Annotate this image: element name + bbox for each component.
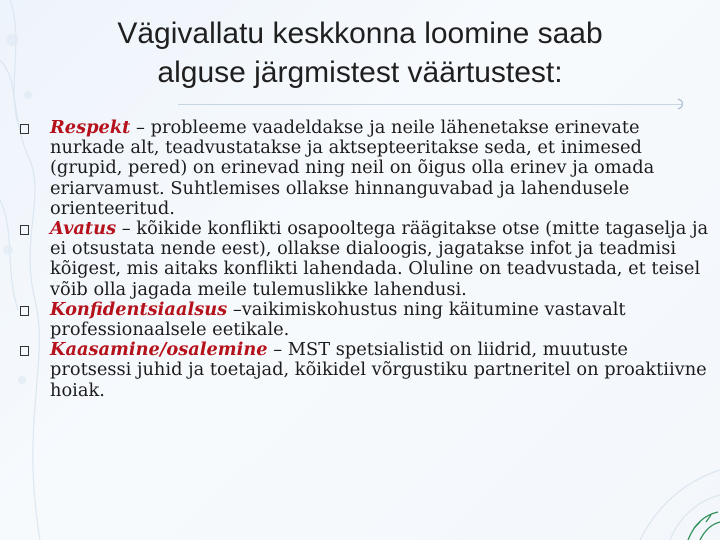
bullet-square-icon — [20, 124, 29, 134]
item-text: –vaikimiskohustus ning käitumine vastavalt professionaalsele eetikale. — [50, 298, 626, 341]
list-item-kaasamine — [18, 340, 712, 401]
bullet-square-icon — [20, 225, 29, 235]
item-text: – kõikide konflikti osapooltega räägitakse otse (mitte tagaselja ja ei otsustata nende eest), ollakse dialoogis, jagatakse infot ja teadmisi kõigest, mis aitaks konflikti lahendada. Oluline on teadvustada, et teisel võib olla jagada meile tulemuslikke lahendusi. — [50, 218, 709, 300]
item-term: Kaasamine/osalemine — [50, 339, 268, 361]
item-term: Konfidentsiaalsus — [50, 298, 228, 320]
bullet-square-icon — [20, 306, 29, 316]
title-divider — [178, 104, 682, 105]
title-line-2: alguse järgmistest väärtustest: — [157, 56, 563, 89]
title-line-1: Vägivallatu keskkonna loomine saab — [117, 17, 603, 50]
item-term: Avatus — [50, 218, 117, 240]
item-term: Respekt — [50, 117, 131, 138]
list-item-respekt — [18, 118, 712, 219]
divider-end-icon — [676, 98, 686, 110]
item-text: – MST spetsialistid on liidrid, muutuste protsessi juhid ja toetajad, kõikidel võrgustiku partneritel on proaktiivne hoiak. — [50, 339, 707, 401]
slide-title — [30, 14, 690, 92]
list-item-avatus — [18, 219, 712, 300]
bullet-square-icon — [20, 346, 29, 356]
item-text: – probleeme vaadeldakse ja neile lähenetakse erinevate nurkade alt, teadvustatakse ja aktsepteeritakse seda, et inimesed (grupid, pered) on erinevad ning neil on õigus olla erinev ja omada eriarvamust. Suhtlemises ollakse hinnanguvabad ja lahendusele orienteeritud. — [50, 117, 655, 219]
list-item-konfidentsiaalsus — [18, 300, 712, 340]
values-list — [18, 118, 712, 401]
